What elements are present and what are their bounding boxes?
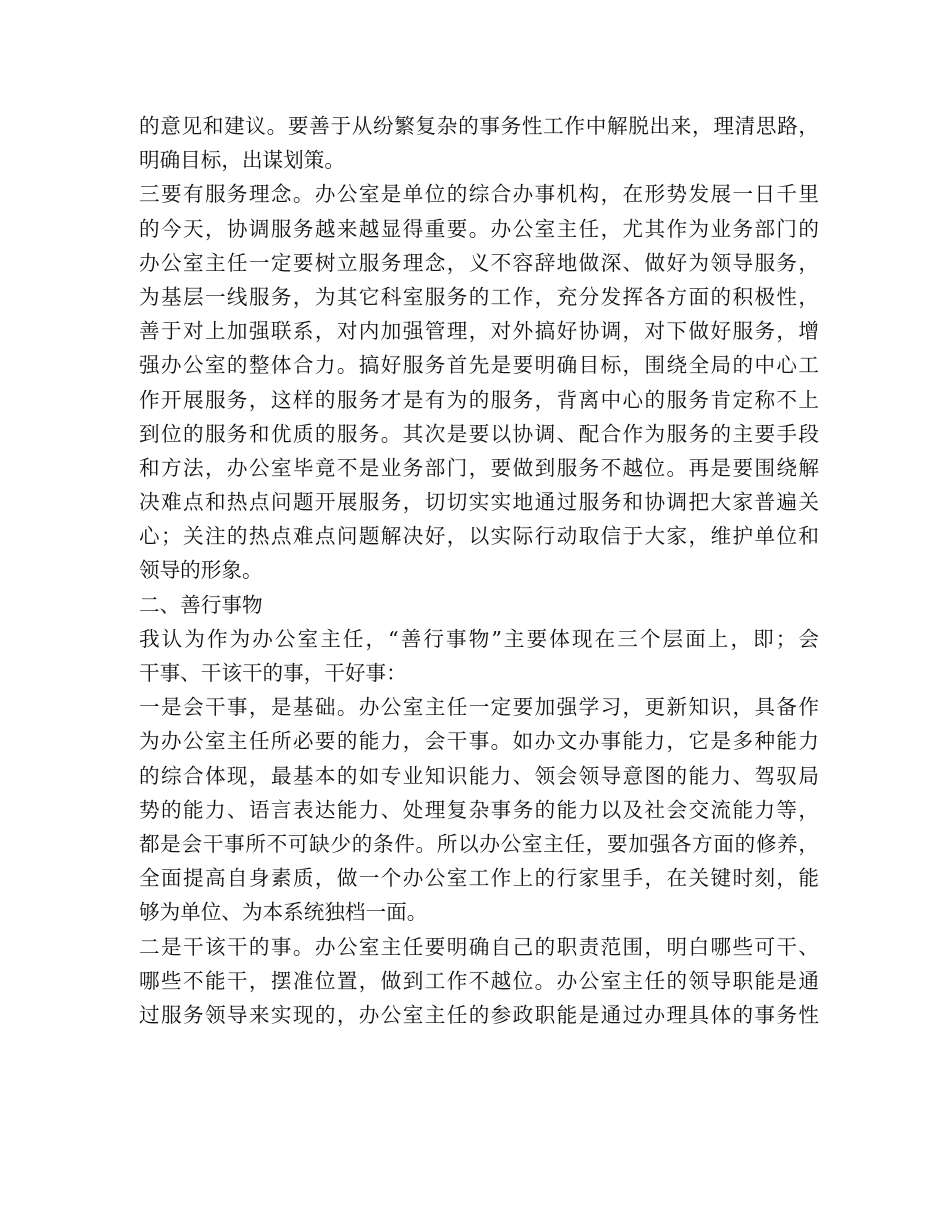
text-line: 心；关注的热点难点问题解决好，以实际行动取信于大家，维护单位和: [139, 524, 819, 549]
text-line: 过服务领导来实现的，办公室主任的参政职能是通过办理具体的事务性: [139, 1002, 819, 1027]
text-line: 强办公室的整体合力。搞好服务首先是要明确目标，围绕全局的中心工: [139, 353, 819, 378]
text-line: 领导的形象。: [139, 558, 263, 583]
text-line: 为办公室主任所必要的能力，会干事。如办文办事能力，它是多种能力: [139, 729, 819, 754]
text-line: 够为单位、为本系统独档一面。: [139, 900, 428, 925]
text-line: 一是会干事，是基础。办公室主任一定要加强学习，更新知识，具备作: [139, 695, 819, 720]
text-line: 的意见和建议。要善于从纷繁复杂的事务性工作中解脱出来，理清思路，: [139, 114, 819, 138]
text-line: 我认为作为办公室主任，“善行事物”主要体现在三个层面上，即；会: [139, 626, 819, 651]
text-line: 的综合体现，最基本的如专业知识能力、领会领导意图的能力、驾驭局: [139, 763, 819, 788]
text-line: 干事、干该干的事，干好事：: [139, 661, 407, 685]
text-line: 作开展服务，这样的服务才是有为的服务，背离中心的服务肯定称不上: [139, 387, 819, 412]
text-line: 二、善行事物: [139, 592, 263, 617]
text-line: 善于对上加强联系，对内加强管理，对外搞好协调，对下做好服务，增: [139, 319, 819, 344]
text-line: 办公室主任一定要树立服务理念，义不容辞地做深、做好为领导服务，: [139, 250, 819, 275]
text-line: 为基层一线服务，为其它科室服务的工作，充分发挥各方面的积极性，: [139, 284, 819, 309]
body-text: [139, 109, 819, 1032]
text-line: 二是干该干的事。办公室主任要明确自己的职责范围，明白哪些可干、: [139, 934, 819, 959]
text-line: 明确目标，出谋划策。: [139, 148, 345, 173]
text-line: 三要有服务理念。办公室是单位的综合办事机构，在形势发展一日千里: [139, 182, 819, 207]
text-line: 到位的服务和优质的服务。其次是要以协调、配合作为服务的主要手段: [139, 421, 819, 446]
text-line: 都是会干事所不可缺少的条件。所以办公室主任，要加强各方面的修养，: [139, 831, 819, 856]
text-line: 势的能力、语言表达能力、处理复杂事务的能力以及社会交流能力等，: [139, 797, 819, 822]
text-line: 哪些不能干，摆准位置，做到工作不越位。办公室主任的领导职能是通: [139, 968, 819, 993]
text-line: 决难点和热点问题开展服务，切切实实地通过服务和协调把大家普遍关: [139, 490, 819, 515]
text-line: 全面提高自身素质，做一个办公室工作上的行家里手，在关键时刻，能: [139, 866, 819, 891]
text-line: 的今天，协调服务越来越显得重要。办公室主任，尤其作为业务部门的: [139, 216, 819, 241]
text-line: 和方法，办公室毕竟不是业务部门，要做到服务不越位。再是要围绕解: [139, 455, 819, 480]
